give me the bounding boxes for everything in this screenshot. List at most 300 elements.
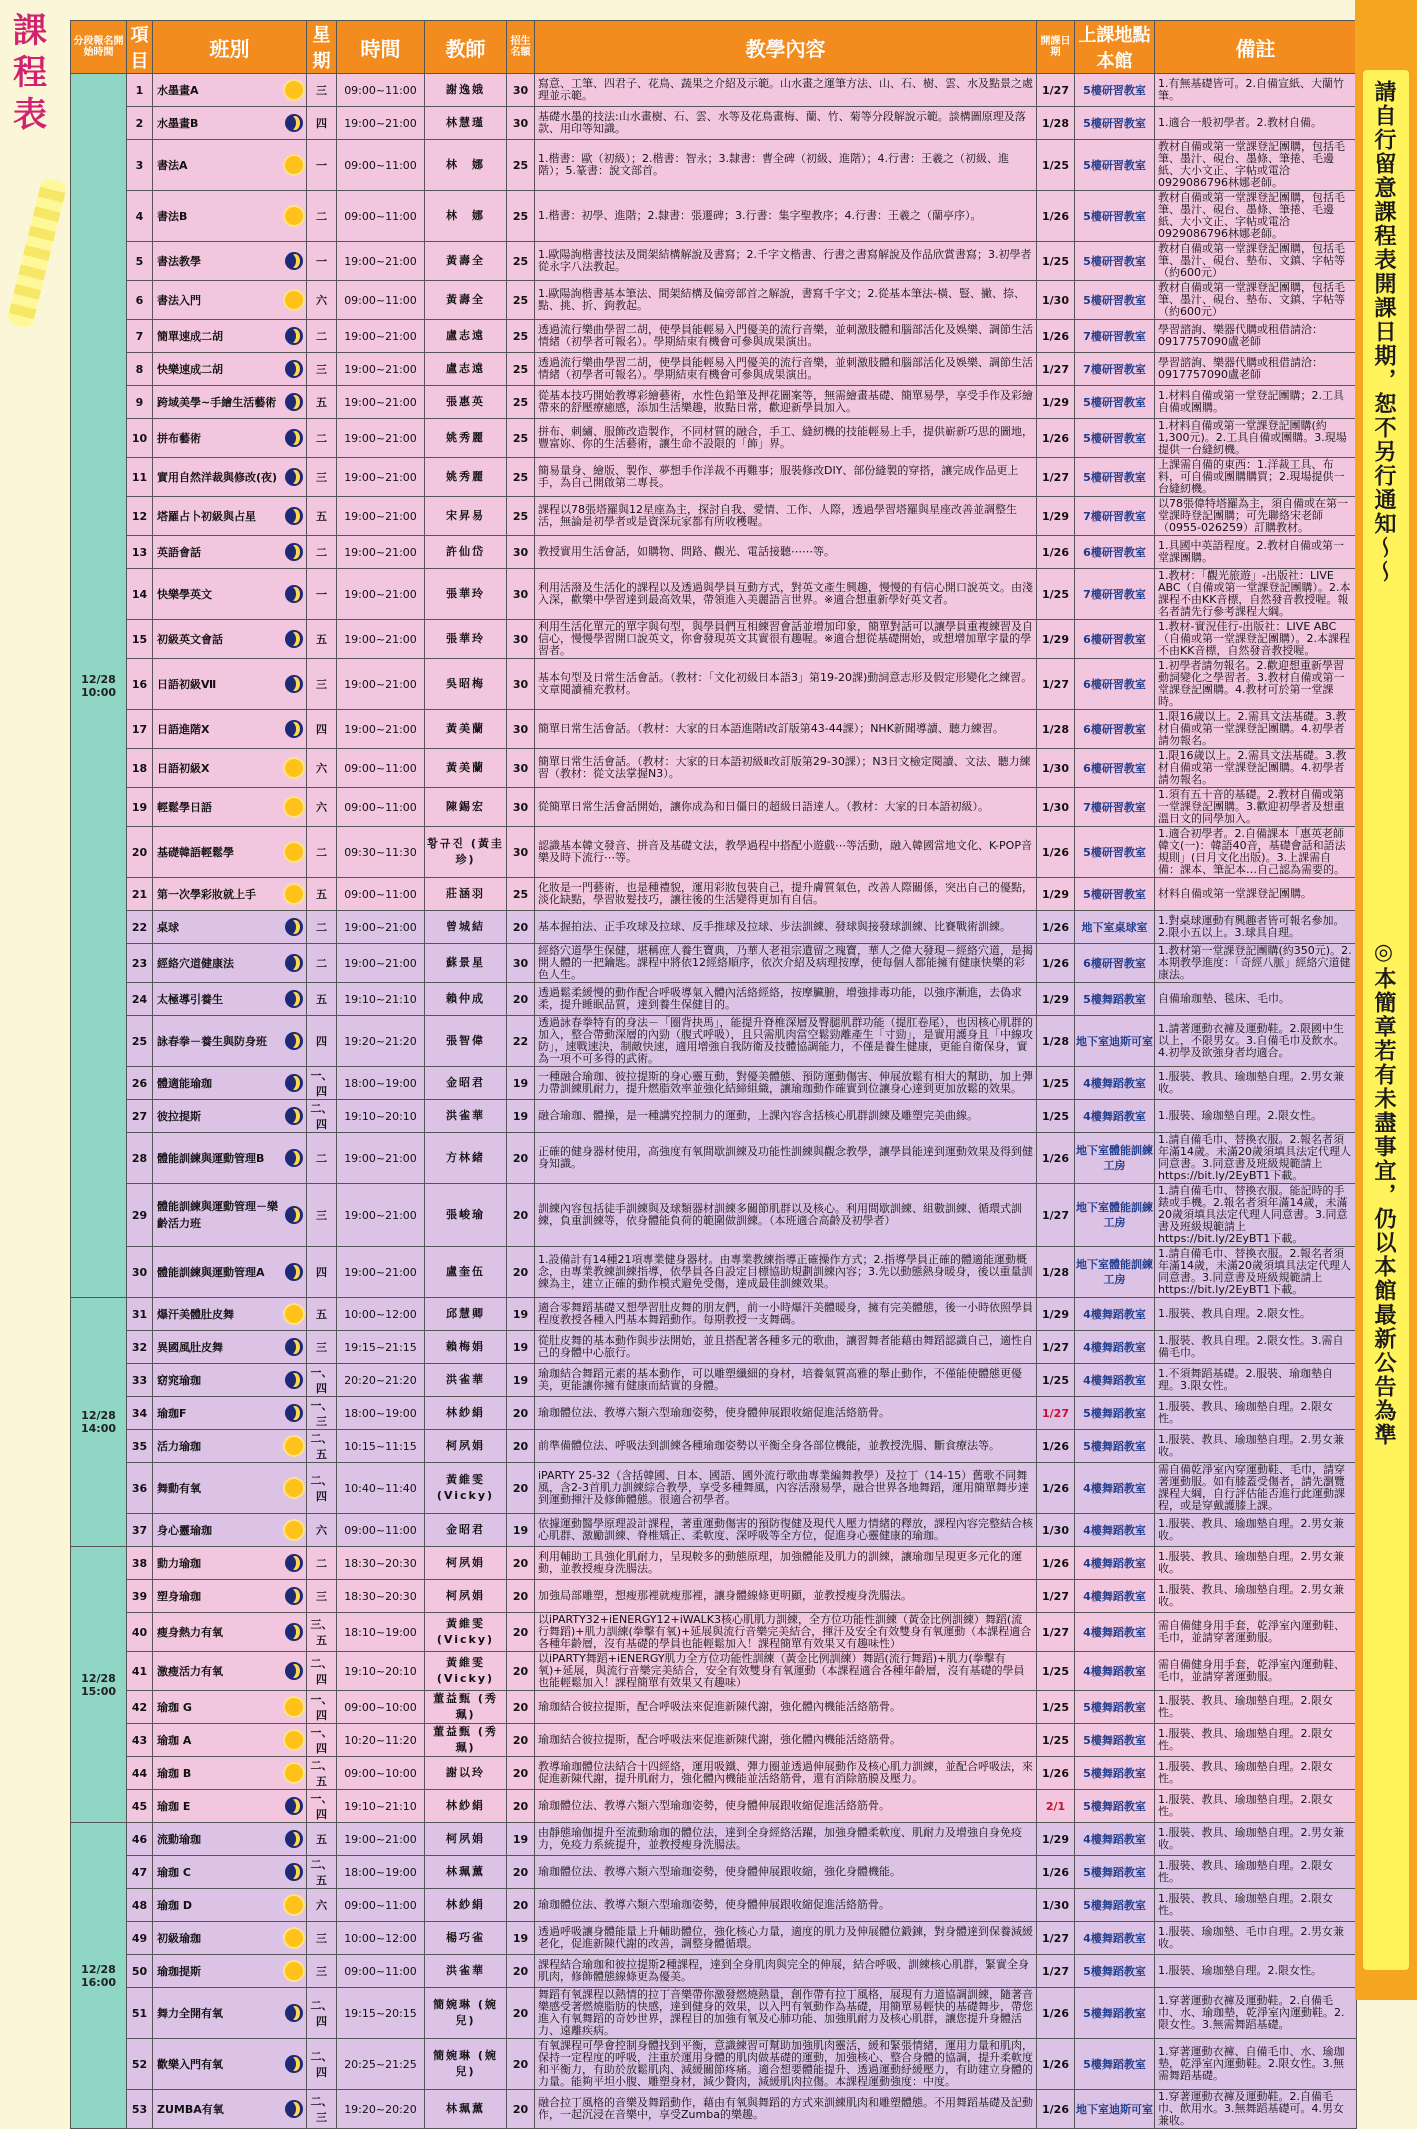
quota: 20	[507, 1988, 535, 2039]
class-time: 09:00~11:00	[337, 749, 425, 788]
course-content: 化妝是一門藝術，也是種禮貌，運用彩妝包裝自己，提升膚質氣色，改善人際關係，突出自己的優點，淡化缺點，學習妝髮技巧，讓往後的生活變得更加有自信。	[535, 878, 1037, 911]
table-row	[71, 1298, 1357, 1331]
teacher-name: 謝逸娥	[425, 74, 507, 107]
weekday: 二	[307, 1133, 337, 1184]
location: 5樓舞蹈教室	[1075, 1856, 1155, 1889]
class-time: 19:15~20:15	[337, 1988, 425, 2039]
teacher-name: 簡婉琳 (婉兒)	[425, 2039, 507, 2090]
class-time: 09:00~11:00	[337, 1955, 425, 1988]
class-time: 19:00~21:00	[337, 497, 425, 536]
remarks: 1.對桌球運動有興趣者皆可報名參加。2.限小五以上。3.球具自理。	[1155, 911, 1357, 944]
quota: 20	[507, 1184, 535, 1247]
course-content: 透過詠春拳特有的身法－「圈背抉馬」，能提升脊椎深層及臀腿肌群功能（提肛卷尾），也因核心肌群的加入，整合帶動深層的內勁（腹式呼吸），且只需肌肉當空鬆勁離產生「寸勁」，是實用護身且「中線攻防」，速戰速決，制敵快速，適用增強自我防衛及技體協調能力，不僅是養生健康，更能自衛保身，實為一項不可多得的武術。	[535, 1016, 1037, 1067]
course-content: 認識基本韓文發音、拼音及基礎文法，教學過程中搭配小遊戲⋯等活動，融入韓國當地文化、K-POP音樂及時下流行⋯等。	[535, 827, 1037, 878]
course-content: 依據運動醫學原理設計課程，著重運動傷害的預防復健及現代人壓力情緒的釋放，課程內容完整結合核心肌群、激勵訓練、脊椎矯正、柔軟度、深呼吸等全方位，促進身心靈健康的瑜珈。	[535, 1514, 1037, 1547]
class-name	[153, 1724, 307, 1757]
weekday: 五	[307, 1298, 337, 1331]
moon-icon	[285, 360, 303, 378]
item-number: 40	[127, 1613, 153, 1652]
start-date: 1/30	[1037, 281, 1075, 320]
weekday: 三	[307, 1922, 337, 1955]
teacher-name: 張峻瑜	[425, 1184, 507, 1247]
remarks: 1.服裝、教具、瑜珈墊自理。2.男女兼收。	[1155, 1547, 1357, 1580]
teacher-name: 黃維雯 (Vicky)	[425, 1613, 507, 1652]
table-row	[71, 320, 1357, 353]
teacher-name: 황규진 (黃圭珍)	[425, 827, 507, 878]
start-date: 1/26	[1037, 827, 1075, 878]
class-name	[153, 1247, 307, 1298]
location: 7樓研習教室	[1075, 788, 1155, 827]
title-char: 表	[13, 95, 47, 135]
quota: 30	[507, 74, 535, 107]
location: 4樓舞蹈教室	[1075, 1547, 1155, 1580]
quota: 20	[507, 1652, 535, 1691]
signup-time-cell: 12/28 10:00	[71, 74, 127, 1298]
location: 5樓舞蹈教室	[1075, 1757, 1155, 1790]
remarks: 1.請自備毛巾、替換衣服。2.報名者須年滿14歲。未滿20歲須填具法定代理人同意書。3.同意書及班級規範請上https://bit.ly/2EyBT1下載。	[1155, 1133, 1357, 1184]
class-name-text: 書法A	[157, 158, 188, 172]
class-time: 19:00~21:00	[337, 353, 425, 386]
course-content: 利用輔助工具強化肌耐力，呈現較多的動態原理，加強體能及肌力的訓練，讓瑜珈呈現更多元化的運動，並教授瘦身洗腸法。	[535, 1547, 1037, 1580]
location: 4樓舞蹈教室	[1075, 1580, 1155, 1613]
start-date: 1/25	[1037, 1100, 1075, 1133]
weekday: 三	[307, 659, 337, 710]
weekday: 一	[307, 242, 337, 281]
class-name-text: 瘦身熱力有氧	[157, 1625, 223, 1639]
start-date: 2/1	[1037, 1790, 1075, 1823]
location: 4樓舞蹈教室	[1075, 1100, 1155, 1133]
table-row	[71, 419, 1357, 458]
class-time: 19:00~21:00	[337, 242, 425, 281]
class-name	[153, 107, 307, 140]
table-row	[71, 1580, 1357, 1613]
teacher-name: 姚秀麗	[425, 458, 507, 497]
remarks: 1.具國中英語程度。2.教材自備或第一堂課團購。	[1155, 536, 1357, 569]
remarks: 1.穿著運動衣褲及運動鞋。2.自備毛巾、飲用水。3.無舞蹈基礎可。4.男女兼收。	[1155, 2090, 1357, 2129]
teacher-name: 柯夙娟	[425, 1823, 507, 1856]
class-name-text: 體能訓練與運動管理A	[157, 1265, 265, 1279]
page-title	[8, 10, 52, 310]
location: 6樓研習教室	[1075, 659, 1155, 710]
class-time: 18:10~19:00	[337, 1613, 425, 1652]
item-number: 16	[127, 659, 153, 710]
course-content: 利用生活化單元的單字與句型，與學員們互相練習會話並增加印象，簡單對話可以讓學員重複練習及自信心，慢慢學習開口說英文，你會發現英文其實很有趣喔。※適合想從基礎開始，或想增加單字量的學習者。	[535, 620, 1037, 659]
teacher-name: 邱慧卿	[425, 1298, 507, 1331]
teacher-name: 柯夙娟	[425, 1547, 507, 1580]
quota: 20	[507, 1133, 535, 1184]
course-content: 瑜珈體位法、教導六類六型瑜珈姿勢，使身體伸展跟收縮促進活絡筋骨。	[535, 1790, 1037, 1823]
start-date: 1/26	[1037, 2090, 1075, 2129]
schedule-table	[70, 20, 1357, 2129]
moon-icon	[285, 1863, 303, 1881]
quota: 22	[507, 1016, 535, 1067]
teacher-name: 林 娜	[425, 191, 507, 242]
quota: 19	[507, 1298, 535, 1331]
moon-icon	[285, 543, 303, 561]
weekday: 三、五	[307, 1613, 337, 1652]
teacher-name: 張華玲	[425, 620, 507, 659]
item-number: 24	[127, 983, 153, 1016]
item-number: 23	[127, 944, 153, 983]
weekday: 二、四	[307, 2039, 337, 2090]
weekday: 一、四	[307, 1790, 337, 1823]
location: 地下室體能訓練工房	[1075, 1133, 1155, 1184]
table-row	[71, 620, 1357, 659]
table-row	[71, 1547, 1357, 1580]
course-content: 透過流行樂曲學習二胡，使學員能輕易入門優美的流行音樂，並刺激肢體和腦部活化及娛樂、調節生活情緒（初學者可報名）。學期結束有機會可參與成果演出。	[535, 353, 1037, 386]
class-name	[153, 944, 307, 983]
start-date: 1/29	[1037, 1823, 1075, 1856]
sun-icon	[285, 885, 303, 903]
class-time: 19:00~21:00	[337, 944, 425, 983]
course-content: 基本句型及日常生活會話。（教材：「文化初級日本語3」第19-20課)動詞意志形及假定形變化之練習。文章閱讀補充教材。	[535, 659, 1037, 710]
teacher-name: 陳錫宏	[425, 788, 507, 827]
weekday: 二	[307, 827, 337, 878]
location: 5樓舞蹈教室	[1075, 1430, 1155, 1463]
quota: 25	[507, 191, 535, 242]
class-name	[153, 353, 307, 386]
quota: 19	[507, 1067, 535, 1100]
moon-icon	[285, 393, 303, 411]
start-date: 1/25	[1037, 140, 1075, 191]
course-content: 基本握拍法、正手攻球及拉球、反手推球及拉球、步法訓練、發球與接發球訓練、比賽戰術訓練。	[535, 911, 1037, 944]
header-teacher: 教師	[425, 21, 507, 74]
teacher-name: 簡婉琳 (婉兒)	[425, 1988, 507, 2039]
class-name	[153, 659, 307, 710]
sun-icon	[285, 1521, 303, 1539]
course-content: 瑜珈體位法、教導六類六型瑜珈姿勢，使身體伸展跟收縮促進活絡筋骨。	[535, 1397, 1037, 1430]
course-content: 融合拉丁風格的音樂及舞蹈動作，藉由有氧與舞蹈的方式來訓練肌肉和雕塑體態。不用舞蹈基礎及記動作，一起沉浸在音樂中，享受Zumba的樂趣。	[535, 2090, 1037, 2129]
item-number: 17	[127, 710, 153, 749]
sun-icon	[285, 1929, 303, 1947]
remarks: 1.服裝、教具、瑜珈墊自理。2.限女性。	[1155, 1889, 1357, 1922]
item-number: 18	[127, 749, 153, 788]
class-time: 19:00~21:00	[337, 386, 425, 419]
class-name	[153, 386, 307, 419]
course-content: 利用活潑及生活化的課程以及透過與學員互動方式，對英文產生興趣，慢慢的有信心開口說英文。由淺入深，歡樂中學習達到最高效果，帶領進入美麗語言世界。※適合想重新學好英文者。	[535, 569, 1037, 620]
start-date: 1/27	[1037, 1331, 1075, 1364]
table-row	[71, 749, 1357, 788]
table-row	[71, 1100, 1357, 1133]
remarks: 1.穿著運動衣褲、自備毛巾、水、瑜珈墊，乾淨室內運動鞋。2.限女性。3.無需舞蹈基礎。	[1155, 2039, 1357, 2090]
item-number: 43	[127, 1724, 153, 1757]
remarks: 1.服裝、教具、瑜珈墊自理。2.男女兼收。	[1155, 1514, 1357, 1547]
remarks: 1.服裝、教具、瑜珈墊自理。2.限女性。	[1155, 1397, 1357, 1430]
item-number: 47	[127, 1856, 153, 1889]
class-time: 09:00~10:00	[337, 1757, 425, 1790]
class-name-text: 初級英文會話	[157, 632, 223, 646]
start-date: 1/28	[1037, 1016, 1075, 1067]
weekday: 三	[307, 1184, 337, 1247]
quota: 25	[507, 386, 535, 419]
moon-icon	[285, 507, 303, 525]
sun-icon	[285, 1305, 303, 1323]
sun-icon	[285, 291, 303, 309]
start-date: 1/26	[1037, 419, 1075, 458]
item-number: 3	[127, 140, 153, 191]
course-content: 透過呼吸讓身體能量上升輔助體位，強化核心力量，適度的肌力及伸展體位鍛鍊，對身體達到保養減緩老化，促進新陳代謝的改善，調整身體循環。	[535, 1922, 1037, 1955]
quota: 25	[507, 242, 535, 281]
teacher-name: 張華玲	[425, 569, 507, 620]
title-decoration	[6, 177, 68, 329]
weekday: 三	[307, 353, 337, 386]
teacher-name: 曾城結	[425, 911, 507, 944]
class-name-text: 日語初級Ⅹ	[157, 761, 210, 775]
remarks: 1.請自備毛巾、替換衣服。能記時的手錶或手機。2.報名者須年滿14歲，未滿20歲須填具法定代理人同意書。3.同意書及班級規範請上https://bit.ly/2EyBT1下載。	[1155, 1184, 1357, 1247]
course-content: 簡易量身、繪版、製作、夢想手作洋裁不再難事；服裝修改DIY、部份縫製的穿搭，讓完成作品更上手，為自己開啟第二專長。	[535, 458, 1037, 497]
header-class: 班別	[153, 21, 307, 74]
sun-icon	[285, 759, 303, 777]
quota: 25	[507, 320, 535, 353]
quota: 20	[507, 1724, 535, 1757]
table-row	[71, 1133, 1357, 1184]
weekday: 三	[307, 1331, 337, 1364]
course-content: 瑜珈體位法、教導六類六型瑜珈姿勢，使身體伸展跟收縮促進活絡筋骨。	[535, 1889, 1037, 1922]
location: 7樓研習教室	[1075, 353, 1155, 386]
location: 5樓研習教室	[1075, 140, 1155, 191]
class-name	[153, 1922, 307, 1955]
item-number: 11	[127, 458, 153, 497]
item-number: 13	[127, 536, 153, 569]
quota: 20	[507, 1547, 535, 1580]
class-name-text: 太極導引養生	[157, 992, 223, 1006]
class-time: 10:20~11:20	[337, 1724, 425, 1757]
class-time: 19:00~21:00	[337, 1823, 425, 1856]
item-number: 49	[127, 1922, 153, 1955]
table-row	[71, 1652, 1357, 1691]
class-name-text: 體能訓練與運動管理－樂齡活力班	[157, 1200, 278, 1230]
quota: 20	[507, 1889, 535, 1922]
class-name	[153, 2039, 307, 2090]
item-number: 2	[127, 107, 153, 140]
class-name-text: 詠春拳－養生與防身班	[157, 1034, 267, 1048]
remarks: 1.服裝、教具自理。2.限女性。3.需自備毛巾。	[1155, 1331, 1357, 1364]
quota: 30	[507, 749, 535, 788]
class-time: 09:00~11:00	[337, 74, 425, 107]
weekday: 一	[307, 140, 337, 191]
moon-icon	[285, 1830, 303, 1848]
class-name	[153, 878, 307, 911]
sun-icon	[285, 1962, 303, 1980]
remarks: 1.服裝、教具、瑜珈墊自理。2.男女兼收。	[1155, 1580, 1357, 1613]
start-date: 1/30	[1037, 749, 1075, 788]
moon-icon	[285, 327, 303, 345]
remarks: 1.服裝、教具自理。2.限女性。	[1155, 1298, 1357, 1331]
item-number: 12	[127, 497, 153, 536]
remarks: 1.服裝、教具、瑜珈墊自理。2.男女兼收。	[1155, 1067, 1357, 1100]
location: 7樓研習教室	[1075, 320, 1155, 353]
course-content: 課程以78張塔羅與12星座為主，探討自我、愛情、工作、人際，透過學習塔羅與星座改善並調整生活，無論是初學者或是資深玩家都有所收穫喔。	[535, 497, 1037, 536]
table-row	[71, 1463, 1357, 1514]
moon-icon	[285, 585, 303, 603]
class-name	[153, 1298, 307, 1331]
moon-icon	[285, 990, 303, 1008]
quota: 20	[507, 1757, 535, 1790]
class-time: 18:30~20:30	[337, 1580, 425, 1613]
sun-icon	[285, 1896, 303, 1914]
class-name-text: ZUMBA有氧	[157, 2102, 224, 2116]
moon-icon	[285, 2055, 303, 2073]
start-date: 1/27	[1037, 353, 1075, 386]
class-name-text: 歡樂入門有氧	[157, 2057, 223, 2071]
item-number: 31	[127, 1298, 153, 1331]
table-row	[71, 944, 1357, 983]
location: 4樓舞蹈教室	[1075, 1652, 1155, 1691]
start-date: 1/27	[1037, 1397, 1075, 1430]
item-number: 1	[127, 74, 153, 107]
class-name-text: 日語初級Ⅶ	[157, 677, 217, 691]
start-date: 1/25	[1037, 242, 1075, 281]
quota: 20	[507, 2090, 535, 2129]
teacher-name: 柯夙娟	[425, 1580, 507, 1613]
remarks: 以78張偉特塔羅為主，須自備或在第一堂課時登記團購；可先聯絡宋老師（0955-026259）訂購教材。	[1155, 497, 1357, 536]
moon-icon	[285, 114, 303, 132]
location: 5樓研習教室	[1075, 458, 1155, 497]
quota: 30	[507, 569, 535, 620]
start-date: 1/28	[1037, 1247, 1075, 1298]
quota: 25	[507, 140, 535, 191]
class-name	[153, 1547, 307, 1580]
course-content: 拼布、刺繡、服飾改造製作，不同材質的融合，手工、縫紉機的技能輕易上手，提供嶄新巧思的圖地，豐富妳、你的生活藝術，讓生命不設限的「飾」界。	[535, 419, 1037, 458]
course-content: 加強局部雕塑，想瘦那裡就瘦那裡，讓身體線條更明顯，並教授瘦身洗腸法。	[535, 1580, 1037, 1613]
remarks: 1.服裝、教具、瑜珈墊自理。2.限女性。	[1155, 1757, 1357, 1790]
class-name-text: 瑜珈 C	[157, 1865, 191, 1879]
class-name	[153, 281, 307, 320]
quota: 25	[507, 458, 535, 497]
start-date: 1/26	[1037, 1856, 1075, 1889]
course-content: 基礎水墨的技法:山水畫樹、石、雲、水等及花鳥畫梅、蘭、竹、菊等分段解說示範。談構圖原理及落款、用印等知識。	[535, 107, 1037, 140]
class-name	[153, 1184, 307, 1247]
moon-icon	[285, 1662, 303, 1680]
location: 地下室桌球室	[1075, 911, 1155, 944]
table-row	[71, 710, 1357, 749]
class-name	[153, 2090, 307, 2129]
table-row	[71, 1988, 1357, 2039]
teacher-name: 張惠英	[425, 386, 507, 419]
class-time: 09:00~11:00	[337, 788, 425, 827]
start-date: 1/26	[1037, 536, 1075, 569]
class-name-text: 桌球	[157, 920, 179, 934]
weekday: 二	[307, 1547, 337, 1580]
class-name-text: 窈窕瑜珈	[157, 1373, 201, 1387]
moon-icon	[285, 1371, 303, 1389]
weekday: 二、四	[307, 1463, 337, 1514]
sun-icon	[285, 798, 303, 816]
item-number: 48	[127, 1889, 153, 1922]
weekday: 一、三	[307, 1397, 337, 1430]
location: 4樓舞蹈教室	[1075, 1067, 1155, 1100]
moon-icon	[285, 429, 303, 447]
start-date: 1/26	[1037, 1757, 1075, 1790]
class-name	[153, 1016, 307, 1067]
header-start: 開課日期	[1037, 21, 1075, 74]
table-row	[71, 107, 1357, 140]
remarks: 需自備健身用手套，乾淨室內運動鞋、毛巾，並請穿著運動服。	[1155, 1652, 1357, 1691]
quota: 20	[507, 911, 535, 944]
location: 5樓舞蹈教室	[1075, 1790, 1155, 1823]
table-row	[71, 74, 1357, 107]
item-number: 6	[127, 281, 153, 320]
location: 5樓舞蹈教室	[1075, 1955, 1155, 1988]
table-row	[71, 827, 1357, 878]
course-content: 寫意、工筆、四君子、花鳥、蔬果之介紹及示範。山水畫之運筆方法、山、石、樹、雲、水及點景之處理並示範。	[535, 74, 1037, 107]
start-date: 1/25	[1037, 1364, 1075, 1397]
weekday: 五	[307, 1823, 337, 1856]
weekday: 二	[307, 320, 337, 353]
item-number: 22	[127, 911, 153, 944]
course-content: iPARTY 25-32（含括韓國、日本、國語、國外流行歌曲專業編舞教學）及拉丁（14-15）舊歌不同舞風，含2-3首肌力訓練綜合教學，享受多種舞風，內容活潑易學，融合世界各地舞蹈，運用簡單舞步達到運動揮汗及修飾體態。很適合初學者。	[535, 1463, 1037, 1514]
moon-icon	[285, 1338, 303, 1356]
header-location: 上課地點本館	[1075, 21, 1155, 74]
teacher-name: 許仙岱	[425, 536, 507, 569]
quota: 30	[507, 107, 535, 140]
remarks: 1.服裝、教具、瑜珈墊自理。2.男女兼收。	[1155, 1430, 1357, 1463]
class-name-text: 舞力全開有氧	[157, 2006, 223, 2020]
class-time: 19:00~21:00	[337, 1247, 425, 1298]
table-row	[71, 1889, 1357, 1922]
remarks: 1.有無基礎皆可。2.自備宣紙、大蘭竹筆。	[1155, 74, 1357, 107]
teacher-name: 林紗絹	[425, 1889, 507, 1922]
teacher-name: 方林緒	[425, 1133, 507, 1184]
class-time: 19:00~21:00	[337, 536, 425, 569]
class-time: 19:00~21:00	[337, 569, 425, 620]
table-row	[71, 659, 1357, 710]
quota: 19	[507, 1331, 535, 1364]
table-row	[71, 983, 1357, 1016]
table-row	[71, 1514, 1357, 1547]
remarks: 1.教材第一堂課登記團購(約350元)。2.本期教學進度：「奇經八脈」經絡穴道健康法。	[1155, 944, 1357, 983]
course-content: 舞蹈有氧課程以熱情的拉丁音樂帶你激發燃燒熱量，創作帶有拉丁風格，展現有力道協調訓練，隨著音樂感受著燃燒脂肪的快感，達到健身的效果，以入門有氧動作為基礎，用簡單易輕快的基礎舞步，帶您進入有氧舞蹈的奇妙世界，課程目的加強有氧及心肺功能、加強肌耐力及核心肌群，讓您提升身體活力、遠離疾病。	[535, 1988, 1037, 2039]
class-name	[153, 1613, 307, 1652]
course-content: 1.楷書：歐（初級）；2.楷書：智永；3.隸書：曹全碑（初級、進階）；4.行書：王羲之（初級、進階）；5.篆書：說文部首。	[535, 140, 1037, 191]
item-number: 33	[127, 1364, 153, 1397]
teacher-name: 洪雀華	[425, 1364, 507, 1397]
remarks: 需自備健身用手套，乾淨室內運動鞋、毛巾，並請穿著運動服。	[1155, 1613, 1357, 1652]
sun-icon	[285, 1731, 303, 1749]
weekday: 五	[307, 878, 337, 911]
teacher-name: 洪雀華	[425, 1100, 507, 1133]
teacher-name: 黃壽全	[425, 242, 507, 281]
class-name-text: 書法B	[157, 209, 188, 223]
table-row	[71, 1856, 1357, 1889]
course-content: 一種融合瑜珈、彼拉提斯的身心靈互動，對優美體態、預防運動傷害、伸展放鬆有相大的幫助，加上彈力帶訓練肌耐力，提升燃脂效率並強化結締組織，讓瑜珈動作確實到位讓身心達到更加放鬆的效果。	[535, 1067, 1037, 1100]
remarks: 1.服裝、瑜珈墊、毛巾自理。2.男女兼收。	[1155, 1922, 1357, 1955]
weekday: 一、四	[307, 1364, 337, 1397]
location: 5樓研習教室	[1075, 419, 1155, 458]
remarks: 學習諮詢、樂器代購或租借請洽：0917757090盧老師	[1155, 353, 1357, 386]
class-name	[153, 1757, 307, 1790]
table-row	[71, 1724, 1357, 1757]
class-name-text: 瑜珈 D	[157, 1898, 192, 1912]
remarks: 需自備乾淨室內穿運動鞋、毛巾，請穿著運動服。如有膝蓋受傷者，請先瀏覽課程大綱，自行評估能否進行此運動課程，或是穿戴護膝上課。	[1155, 1463, 1357, 1514]
remarks: 1.服裝、教具、瑜珈墊自理。2.限女性。	[1155, 1790, 1357, 1823]
location: 5樓研習教室	[1075, 242, 1155, 281]
start-date: 1/25	[1037, 1691, 1075, 1724]
class-time: 19:00~21:00	[337, 620, 425, 659]
location: 5樓研習教室	[1075, 191, 1155, 242]
class-name-text: 瑜珈 A	[157, 1733, 192, 1747]
remarks: 教材自備或第一堂課登記團購，包括毛筆、墨汁、硯台、墨條、筆捲、毛邊紙、大小文正、字帖或電洽0929086796林娜老師。	[1155, 191, 1357, 242]
class-time: 18:00~19:00	[337, 1067, 425, 1100]
weekday: 二	[307, 191, 337, 242]
quota: 19	[507, 1823, 535, 1856]
class-time: 09:00~11:00	[337, 140, 425, 191]
teacher-name: 洪雀華	[425, 1955, 507, 1988]
class-name-text: 激瘦活力有氧	[157, 1664, 223, 1678]
moon-icon	[285, 630, 303, 648]
location: 5樓研習教室	[1075, 827, 1155, 878]
teacher-name: 林 娜	[425, 140, 507, 191]
